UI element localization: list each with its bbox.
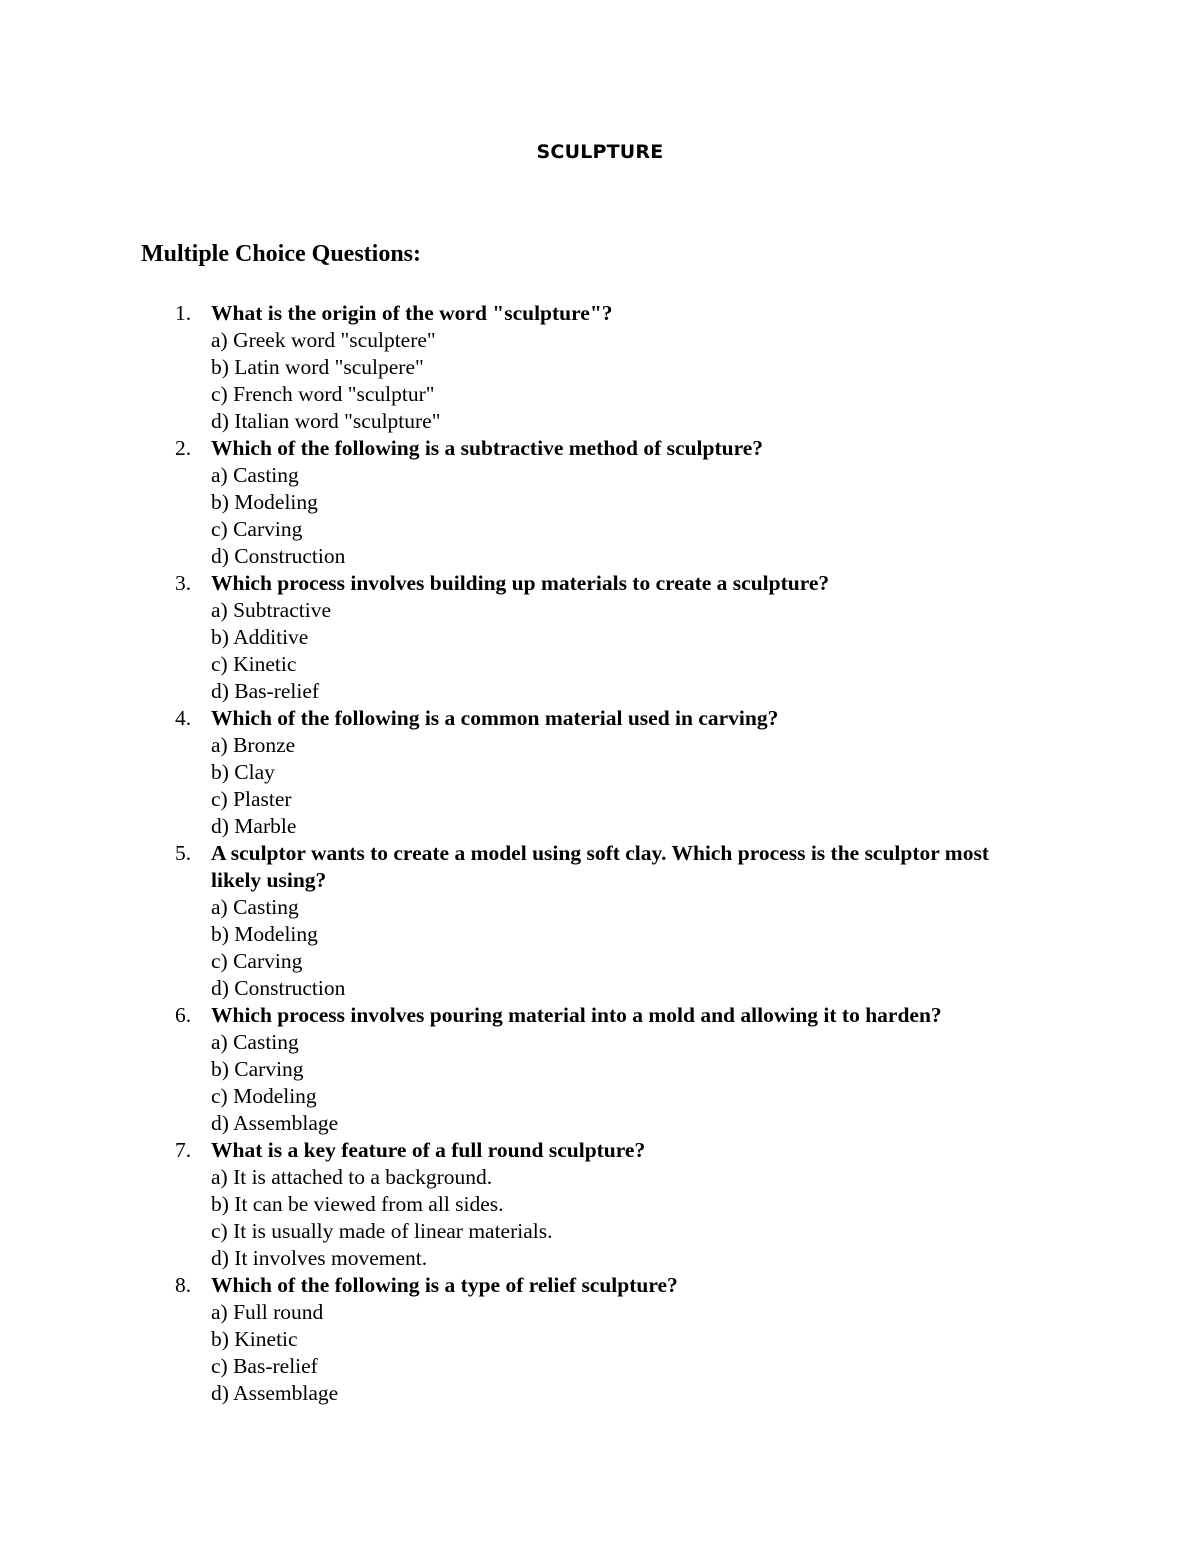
answer-option: c) Bas-relief — [211, 1354, 318, 1378]
answer-option: c) Kinetic — [211, 652, 297, 676]
answer-option: b) Clay — [211, 760, 275, 784]
question-item — [0, 300, 1200, 435]
answer-option: a) Casting — [211, 463, 299, 487]
question-number: 8. — [175, 1273, 192, 1297]
question-number: 4. — [175, 706, 192, 730]
answer-option: a) Full round — [211, 1300, 324, 1324]
question-item — [0, 1137, 1200, 1272]
question-item — [0, 570, 1200, 705]
question-number: 2. — [175, 436, 192, 460]
question-item — [0, 705, 1200, 840]
answer-option: b) Kinetic — [211, 1327, 298, 1351]
question-number: 1. — [175, 301, 192, 325]
question-text: Which process involves pouring material into a mold and allowing it to harden? — [211, 1003, 942, 1027]
question-item — [0, 840, 1200, 1002]
answer-option: c) Carving — [211, 949, 303, 973]
question-item — [0, 435, 1200, 570]
answer-option: a) It is attached to a background. — [211, 1165, 493, 1189]
answer-option: d) Construction — [211, 544, 346, 568]
answer-options — [211, 1029, 1030, 1137]
document-title: SCULPTURE — [536, 141, 664, 163]
question-number: 3. — [175, 571, 192, 595]
answer-options — [211, 894, 1030, 1002]
question-list — [0, 300, 1200, 1407]
answer-option: a) Casting — [211, 895, 299, 919]
answer-option: c) French word "sculptur" — [211, 382, 435, 406]
question-text: A sculptor wants to create a model using soft clay. Which process is the sculptor most likely using? — [211, 841, 989, 892]
answer-option: c) It is usually made of linear materials. — [211, 1219, 553, 1243]
answer-options — [211, 732, 1030, 840]
answer-option: b) Latin word "sculpere" — [211, 355, 424, 379]
answer-option: b) Carving — [211, 1057, 304, 1081]
answer-option: b) Modeling — [211, 922, 318, 946]
answer-option: d) Assemblage — [211, 1111, 339, 1135]
question-number: 7. — [175, 1138, 192, 1162]
answer-option: b) Modeling — [211, 490, 318, 514]
answer-options — [211, 462, 1030, 570]
question-text: Which process involves building up materials to create a sculpture? — [211, 571, 830, 595]
answer-option: d) Assemblage — [211, 1381, 339, 1405]
question-item — [0, 1002, 1200, 1137]
question-text: What is a key feature of a full round sculpture? — [211, 1138, 646, 1162]
answer-option: a) Bronze — [211, 733, 296, 757]
answer-option: c) Modeling — [211, 1084, 317, 1108]
answer-option: d) Construction — [211, 976, 346, 1000]
answer-option: a) Casting — [211, 1030, 299, 1054]
answer-option: d) It involves movement. — [211, 1246, 428, 1270]
answer-option: b) Additive — [211, 625, 309, 649]
answer-options — [211, 597, 1030, 705]
question-text: What is the origin of the word "sculpture"? — [211, 301, 613, 325]
answer-option: a) Greek word "sculptere" — [211, 328, 436, 352]
section-heading: Multiple Choice Questions: — [141, 241, 421, 267]
question-text: Which of the following is a common material used in carving? — [211, 706, 779, 730]
answer-option: a) Subtractive — [211, 598, 331, 622]
answer-option: c) Carving — [211, 517, 303, 541]
question-item — [0, 1272, 1200, 1407]
answer-option: d) Bas-relief — [211, 679, 320, 703]
answer-option: c) Plaster — [211, 787, 292, 811]
answer-option: d) Marble — [211, 814, 297, 838]
question-number: 5. — [175, 841, 192, 865]
answer-options — [211, 1164, 1030, 1272]
answer-options — [211, 1299, 1030, 1407]
question-number: 6. — [175, 1003, 192, 1027]
question-text: Which of the following is a subtractive method of sculpture? — [211, 436, 764, 460]
answer-options — [211, 327, 1030, 435]
answer-option: b) It can be viewed from all sides. — [211, 1192, 504, 1216]
question-text: Which of the following is a type of relief sculpture? — [211, 1273, 678, 1297]
answer-option: d) Italian word "sculpture" — [211, 409, 441, 433]
